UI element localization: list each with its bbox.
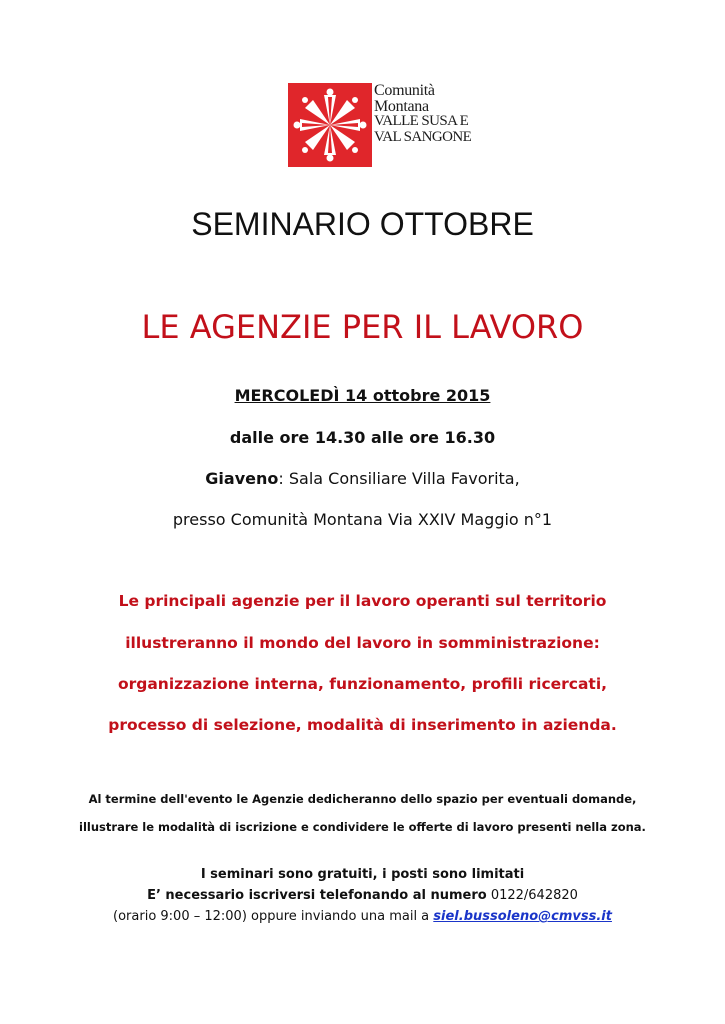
- note-line: Al termine dell'evento le Agenzie dedicheranno dello spazio per eventuali domande,: [88, 792, 637, 806]
- info-registration-text: E’ necessario iscriversi telefonando al numero: [147, 888, 487, 903]
- event-time: dalle ore 14.30 alle ore 16.30: [229, 428, 496, 447]
- info-registration: [0, 888, 725, 903]
- email-link[interactable]: siel.bussoleno@cmvss.it: [433, 909, 612, 924]
- page-title: SEMINARIO OTTOBRE: [191, 206, 534, 242]
- info-email-line: [0, 909, 725, 924]
- description-line: Le principali agenzie per il lavoro operanti sul territorio: [118, 592, 607, 610]
- logo-text: [374, 83, 471, 145]
- info-email-prefix: (orario 9:00 – 12:00) oppure inviando una mail a: [113, 909, 434, 924]
- event-city: Giaveno: [205, 469, 279, 488]
- logo-line-1: Comunità: [374, 82, 435, 99]
- logo-line-2: Montana: [374, 97, 429, 115]
- description-line: processo di selezione, modalità di inserimento in azienda.: [108, 716, 617, 734]
- event-address: presso Comunità Montana Via XXIV Maggio n°1: [172, 510, 553, 529]
- logo-line-4: VAL SANGONE: [374, 128, 472, 145]
- event-date: MERCOLEDÌ 14 ottobre 2015: [234, 386, 491, 405]
- description-line: organizzazione interna, funzionamento, profili ricercati,: [117, 675, 608, 693]
- event-venue: : Sala Consiliare Villa Favorita,: [278, 469, 520, 488]
- logo: [288, 82, 472, 167]
- headline: LE AGENZIE PER IL LAVORO: [141, 308, 584, 346]
- event-place: [0, 469, 725, 488]
- occitan-cross-logo-icon: [288, 83, 372, 167]
- logo-line-3: VALLE SUSA E: [374, 113, 469, 129]
- phone-number: 0122/642820: [486, 888, 578, 903]
- note-line: illustrare le modalità di iscrizione e condividere le offerte di lavoro presenti nella zona.: [79, 820, 646, 834]
- description-line: illustreranno il mondo del lavoro in somministrazione:: [125, 634, 600, 652]
- info-free-seminars: I seminari sono gratuiti, i posti sono limitati: [200, 867, 525, 882]
